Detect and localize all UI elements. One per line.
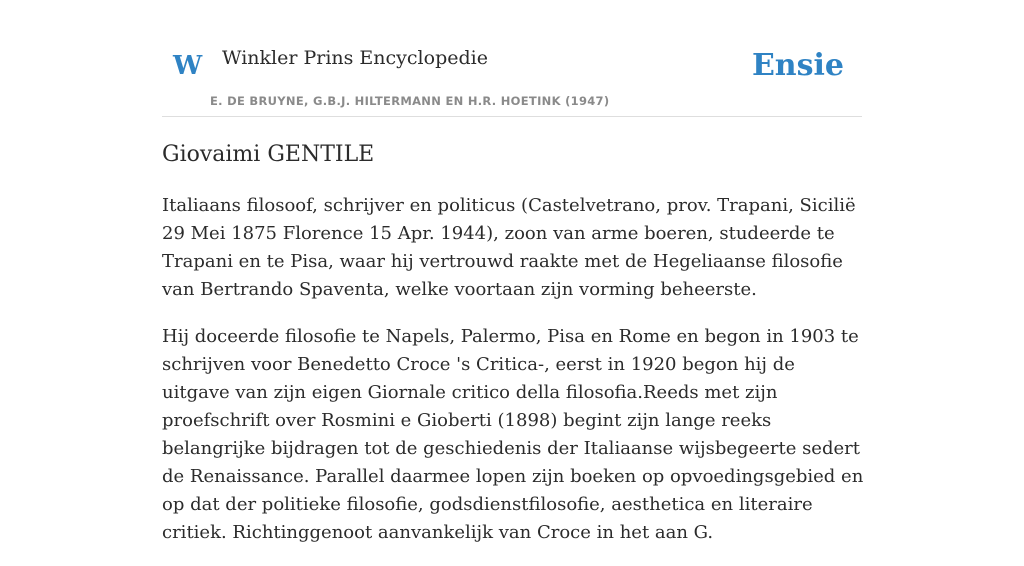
- site-header: [162, 0, 862, 117]
- article-title: Giovaimi GENTILE: [162, 142, 375, 167]
- publication-authors: E. DE BRUYNE, G.B.J. HILTERMANN EN H.R. HOETINK (1947): [210, 94, 610, 108]
- article-paragraph: Hij doceerde filosofie te Napels, Palermo, Pisa en Rome en begon in 1903 te schrijven voor Benedetto Croce 's Critica-, eerst in 1920 begon hij de uitgave van zijn eigen Giornale critico della filosofia.Reeds met zijn proefschrift over Rosmini e Gioberti (1898) begint zijn lange reeks belangrijke bijdragen tot de geschiedenis der Italiaanse wijsbegeerte sedert de Renaissance. Parallel daarmee lopen zijn boeken op opvoedingsgebied en op dat der politieke filosofie, godsdienstfilosofie, aesthetica en literaire critiek. Richtinggenoot aanvankelijk van Croce in het aan G.: [162, 326, 864, 543]
- article-body: [162, 192, 867, 566]
- publication-title[interactable]: Winkler Prins Encyclopedie: [222, 47, 488, 69]
- ensie-brand-logo[interactable]: Ensie: [751, 48, 844, 83]
- article-paragraph: Italiaans filosoof, schrijver en politicus (Castelvetrano, prov. Trapani, Sicilië 29 Mei 1875 Florence 15 Apr. 1944), zoon van arme boeren, studeerde te Trapani en te Pisa, waar hij vertrouwd raakte met de Hegeliaanse filosofie van Bertrando Spaventa, welke voortaan zijn vorming beheerste.: [162, 195, 856, 300]
- winkler-prins-logo[interactable]: W: [173, 51, 203, 81]
